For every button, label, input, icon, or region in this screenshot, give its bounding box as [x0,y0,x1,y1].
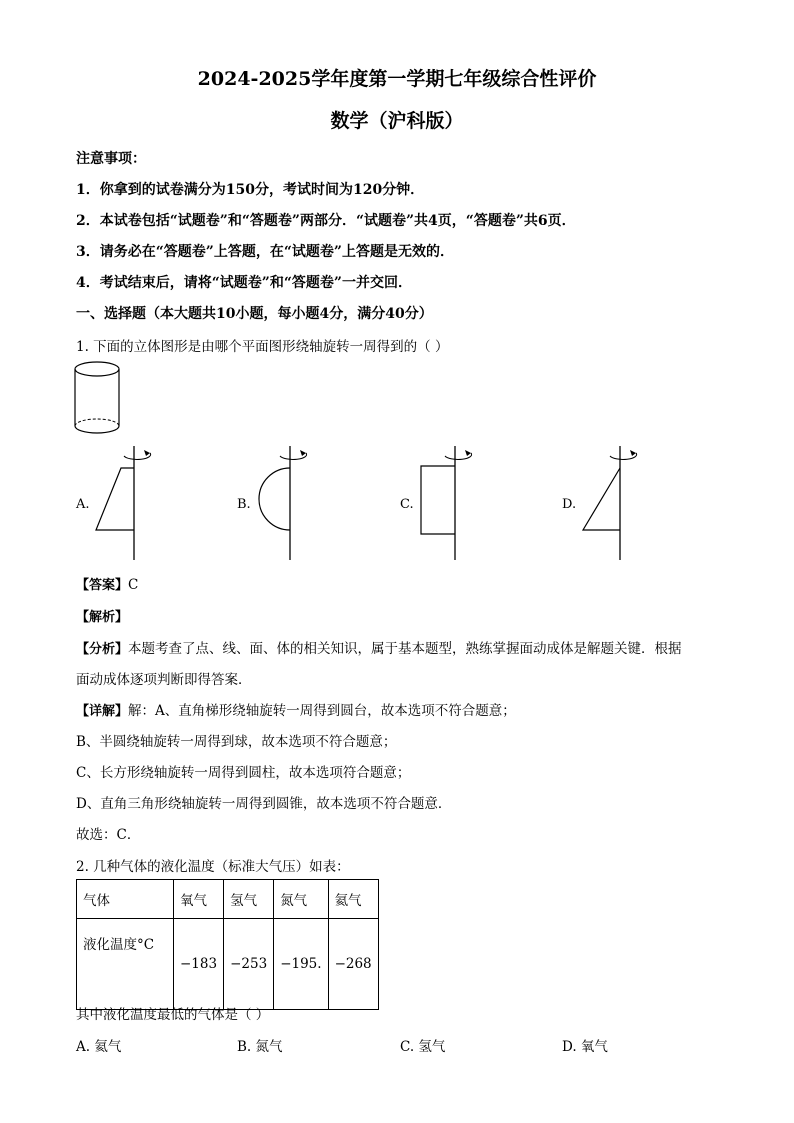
table-cell: −268 [328,919,378,1010]
detail-line-1 [76,699,516,719]
q2-option-c: C. 氢气 [400,1039,446,1055]
option-c-rectangle-figure [412,444,492,564]
q2-option-a: A. 氦气 [76,1039,122,1055]
section-heading: 一、选择题（本大题共10小题，每小题4分，满分40分） [76,306,433,322]
detail-text: 解：A、直角梯形绕轴旋转一周得到圆台，故本选项不符合题意； [128,703,516,719]
q2-option-b: B. 氮气 [237,1039,283,1055]
table-row [77,919,379,1010]
detail-line: C、长方形绕轴旋转一周得到圆柱，故本选项符合题意； [76,765,411,781]
option-b-label: B. [237,497,251,512]
notice-heading: 注意事项： [76,151,146,167]
analysis-label: 【解析】 [76,610,129,625]
fenxi-label: 【分析】 [76,642,129,657]
table-cell: 液化温度°C [77,919,174,1010]
option-a-trapezoid-figure [88,444,168,564]
table-cell: −183 [174,919,224,1010]
table-header-row [77,880,379,919]
table-cell: 氢气 [224,880,274,919]
q2-option-d: D. 氧气 [562,1039,608,1055]
conclusion-line: 故选：C． [76,827,141,843]
answer-value: C [128,577,139,593]
fenxi-line-1 [76,637,682,657]
table-cell: −195. [274,919,328,1010]
answer-label: 【答案】 [76,578,129,593]
table-cell: 氦气 [328,880,378,919]
detail-line: B、半圆绕轴旋转一周得到球，故本选项不符合题意； [76,734,397,750]
answer-line [76,574,138,593]
notice-item: 3．请务必在“答题卷”上答题，在“试题卷”上答题是无效的． [76,244,454,260]
question-2-stem: 2. 几种气体的液化温度（标准大气压）如表： [76,859,350,875]
table-cell: −253 [224,919,274,1010]
fenxi-line-2: 面动成体逐项判断即得答案． [76,672,252,688]
detail-line: D、直角三角形绕轴旋转一周得到圆锥，故本选项不符合题意． [76,796,452,812]
notice-item: 4．考试结束后，请将“试题卷”和“答题卷”一并交回． [76,275,412,291]
notice-item: 2．本试卷包括“试题卷”和“答题卷”两部分．“试题卷”共4页，“答题卷”共6页． [76,213,576,229]
question-1-stem: 1. 下面的立体图形是由哪个平面图形绕轴旋转一周得到的（ ） [76,339,449,355]
detail-label: 【详解】 [76,704,129,719]
notice-item: 1．你拿到的试卷满分为150分，考试时间为120分钟． [76,182,425,198]
option-b-semicircle-figure [250,444,330,564]
option-c-label: C. [400,497,414,512]
table-cell: 氧气 [174,880,224,919]
cylinder-figure [72,360,124,440]
gas-temperature-table [76,879,379,1010]
document-subtitle: 数学（沪科版） [330,110,464,132]
table-cell: 气体 [77,880,174,919]
option-d-label: D. [562,497,577,512]
fenxi-text: 本题考查了点、线、面、体的相关知识，属于基本题型，熟练掌握面动成体是解题关键．根据 [128,641,682,657]
table-cell: 氮气 [274,880,328,919]
option-d-triangle-figure [575,444,655,564]
question-2-prompt: 其中液化温度最低的气体是（ ） [76,1007,270,1023]
option-a-label: A. [76,497,90,512]
document-title: 2024-2025学年度第一学期七年级综合性评价 [197,68,597,90]
